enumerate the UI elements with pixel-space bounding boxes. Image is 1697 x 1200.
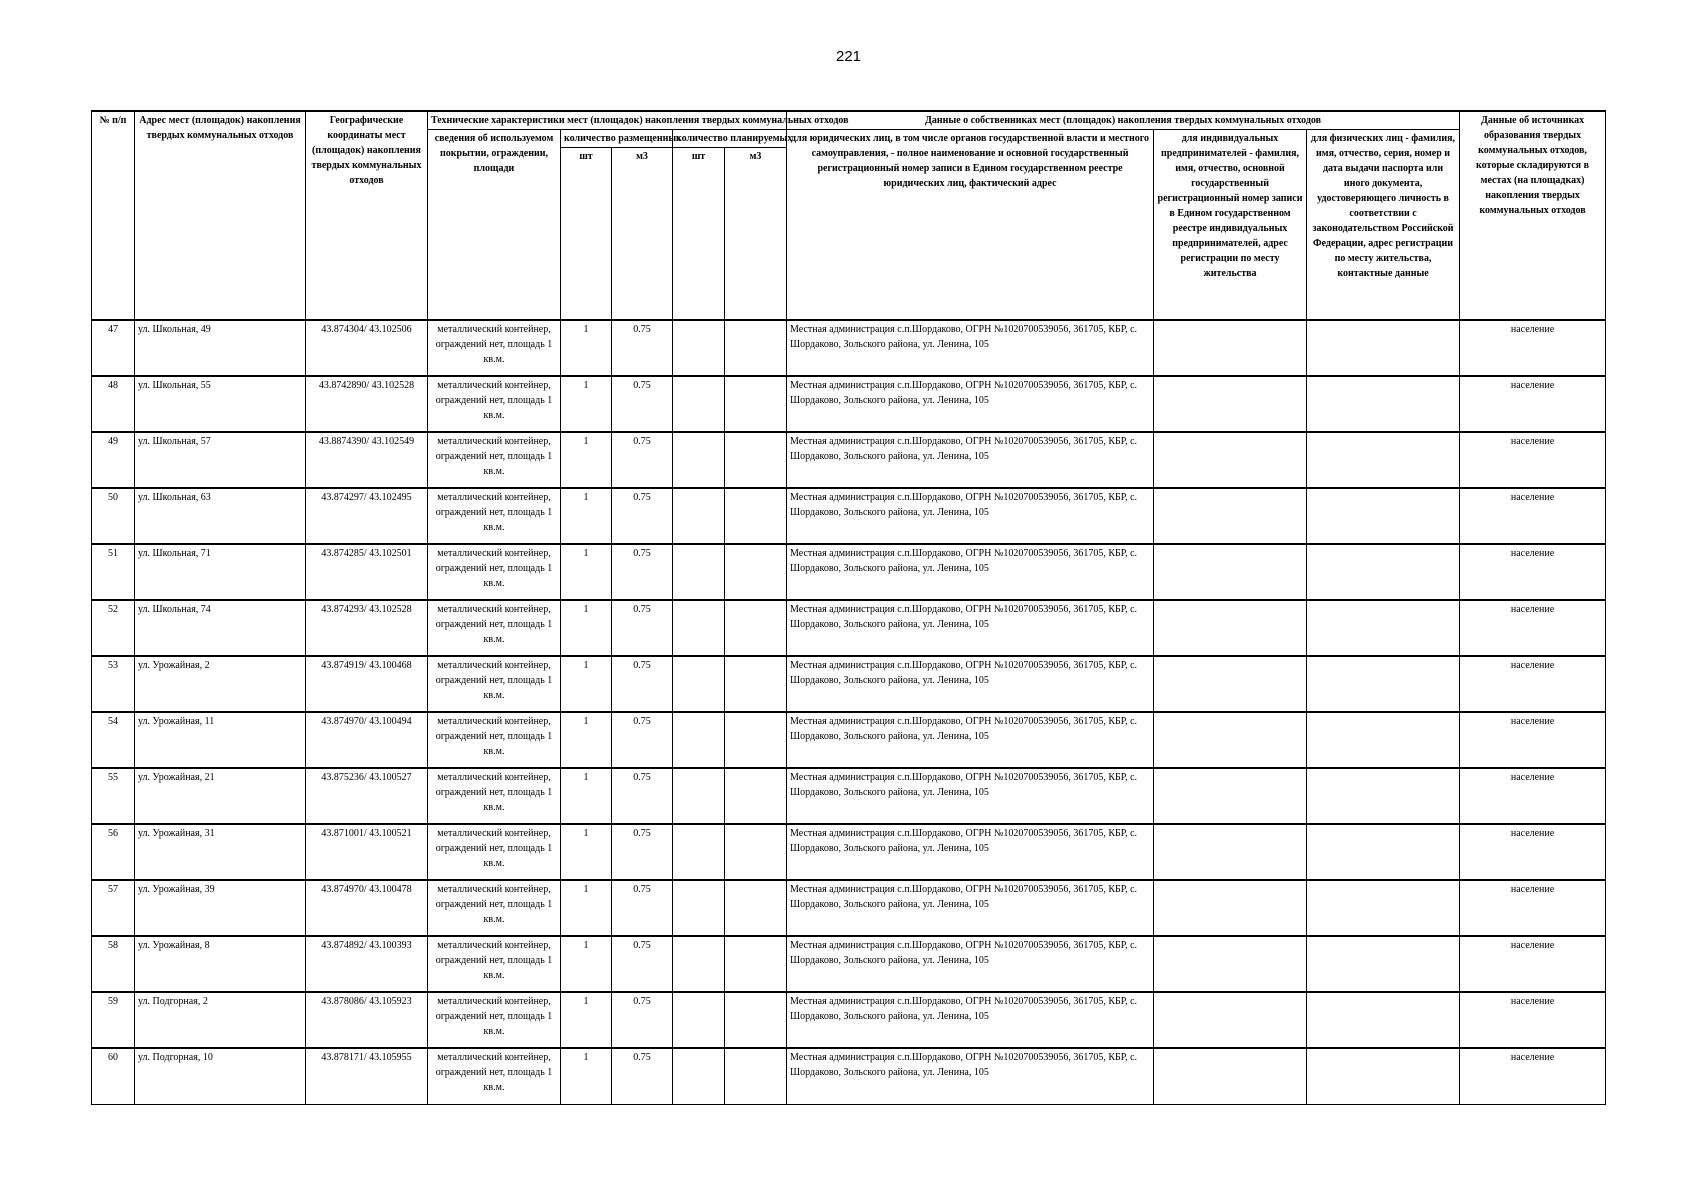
owner-individual-entrepreneur (1154, 432, 1307, 488)
owner-individual-entrepreneur (1154, 936, 1307, 992)
containers-placed-count: 1 (561, 488, 612, 544)
waste-source: население (1460, 544, 1606, 600)
owner-legal-entity: Местная администрация с.п.Шордаково, ОГРН №1020700539056, 361705, КБР, с. Шордаково, Зольского района, ул. Ленина, 105 (787, 768, 1154, 824)
site-address: ул. Школьная, 63 (135, 488, 306, 544)
header-owners: Данные о собственниках мест (площадок) накопления твердых коммунальных отходов (787, 111, 1460, 130)
site-surface-info: металлический контейнер, ограждений нет, площадь 1 кв.м. (428, 376, 561, 432)
owner-physical-person (1307, 880, 1460, 936)
containers-planned-count (673, 544, 725, 600)
owner-individual-entrepreneur (1154, 824, 1307, 880)
table-row (92, 880, 1606, 936)
containers-planned-count (673, 656, 725, 712)
containers-placed-count: 1 (561, 936, 612, 992)
header-tech-info: сведения об используемом покрытии, ограждении, площади (428, 130, 561, 321)
owner-individual-entrepreneur (1154, 992, 1307, 1048)
table-header (92, 111, 1606, 320)
owner-individual-entrepreneur (1154, 488, 1307, 544)
containers-planned-volume (725, 880, 787, 936)
row-number: 52 (92, 600, 135, 656)
containers-planned-volume (725, 936, 787, 992)
header-owners-phys: для физических лиц - фамилия, имя, отчество, серия, номер и дата выдачи паспорта или иного документа, удостоверяющего личность в соответствии с законодательством Российской Федерации, адрес регистрации по месту жительства, контактные данные (1307, 130, 1460, 321)
site-coordinates: 43.871001/ 43.100521 (306, 824, 428, 880)
containers-planned-volume (725, 992, 787, 1048)
site-surface-info: металлический контейнер, ограждений нет, площадь 1 кв.м. (428, 1048, 561, 1104)
owner-physical-person (1307, 992, 1460, 1048)
containers-planned-volume (725, 1048, 787, 1104)
site-address: ул. Школьная, 74 (135, 600, 306, 656)
site-surface-info: металлический контейнер, ограждений нет, площадь 1 кв.м. (428, 880, 561, 936)
containers-planned-count (673, 712, 725, 768)
table-row (92, 936, 1606, 992)
owner-individual-entrepreneur (1154, 1048, 1307, 1104)
site-surface-info: металлический контейнер, ограждений нет, площадь 1 кв.м. (428, 712, 561, 768)
table-row (92, 768, 1606, 824)
waste-source: население (1460, 824, 1606, 880)
site-coordinates: 43.874970/ 43.100494 (306, 712, 428, 768)
containers-placed-count: 1 (561, 824, 612, 880)
containers-placed-count: 1 (561, 376, 612, 432)
site-surface-info: металлический контейнер, ограждений нет, площадь 1 кв.м. (428, 432, 561, 488)
containers-placed-volume: 0.75 (612, 768, 673, 824)
containers-placed-volume: 0.75 (612, 656, 673, 712)
owner-physical-person (1307, 824, 1460, 880)
owner-legal-entity: Местная администрация с.п.Шордаково, ОГРН №1020700539056, 361705, КБР, с. Шордаково, Зольского района, ул. Ленина, 105 (787, 656, 1154, 712)
site-address: ул. Школьная, 55 (135, 376, 306, 432)
owner-physical-person (1307, 768, 1460, 824)
owner-individual-entrepreneur (1154, 376, 1307, 432)
site-surface-info: металлический контейнер, ограждений нет, площадь 1 кв.м. (428, 768, 561, 824)
containers-placed-volume: 0.75 (612, 992, 673, 1048)
site-surface-info: металлический контейнер, ограждений нет, площадь 1 кв.м. (428, 488, 561, 544)
containers-placed-volume: 0.75 (612, 712, 673, 768)
owner-individual-entrepreneur (1154, 656, 1307, 712)
owner-individual-entrepreneur (1154, 600, 1307, 656)
owner-physical-person (1307, 600, 1460, 656)
site-coordinates: 43.8742890/ 43.102528 (306, 376, 428, 432)
owner-physical-person (1307, 376, 1460, 432)
containers-placed-count: 1 (561, 600, 612, 656)
containers-planned-volume (725, 712, 787, 768)
owner-physical-person (1307, 488, 1460, 544)
waste-source: население (1460, 768, 1606, 824)
waste-source: население (1460, 936, 1606, 992)
containers-placed-volume: 0.75 (612, 432, 673, 488)
owner-legal-entity: Местная администрация с.п.Шордаково, ОГРН №1020700539056, 361705, КБР, с. Шордаково, Зольского района, ул. Ленина, 105 (787, 544, 1154, 600)
row-number: 49 (92, 432, 135, 488)
containers-placed-volume: 0.75 (612, 320, 673, 376)
header-coords: Географические координаты мест (площадок) накопления твердых коммунальных отходов (306, 111, 428, 320)
table-row (92, 488, 1606, 544)
waste-source: население (1460, 488, 1606, 544)
containers-planned-volume (725, 432, 787, 488)
containers-planned-count (673, 992, 725, 1048)
table-body (92, 320, 1606, 1104)
site-coordinates: 43.874293/ 43.102528 (306, 600, 428, 656)
site-coordinates: 43.878171/ 43.105955 (306, 1048, 428, 1104)
site-surface-info: металлический контейнер, ограждений нет, площадь 1 кв.м. (428, 992, 561, 1048)
owner-legal-entity: Местная администрация с.п.Шордаково, ОГРН №1020700539056, 361705, КБР, с. Шордаково, Зольского района, ул. Ленина, 105 (787, 376, 1154, 432)
header-address: Адрес мест (площадок) накопления твердых коммунальных отходов (135, 111, 306, 320)
site-surface-info: металлический контейнер, ограждений нет, площадь 1 кв.м. (428, 544, 561, 600)
header-owners-legal: для юридических лиц, в том числе органов государственной власти и местного самоуправления, - полное наименование и основной государственный регистрационный номер записи в Едином государственном реестре юридических лиц, фактический адрес (787, 130, 1154, 321)
site-address: ул. Школьная, 57 (135, 432, 306, 488)
site-coordinates: 43.874892/ 43.100393 (306, 936, 428, 992)
containers-placed-volume: 0.75 (612, 488, 673, 544)
site-surface-info: металлический контейнер, ограждений нет, площадь 1 кв.м. (428, 824, 561, 880)
containers-placed-count: 1 (561, 544, 612, 600)
site-address: ул. Подгорная, 2 (135, 992, 306, 1048)
row-number: 55 (92, 768, 135, 824)
owner-individual-entrepreneur (1154, 712, 1307, 768)
waste-source: население (1460, 600, 1606, 656)
containers-planned-count (673, 936, 725, 992)
header-qty-placed: количество размещенных (561, 130, 673, 148)
table-row (92, 320, 1606, 376)
header-unit-m3: м3 (612, 148, 673, 321)
site-address: ул. Урожайная, 21 (135, 768, 306, 824)
row-number: 47 (92, 320, 135, 376)
containers-planned-volume (725, 488, 787, 544)
site-address: ул. Школьная, 71 (135, 544, 306, 600)
site-coordinates: 43.874297/ 43.102495 (306, 488, 428, 544)
row-number: 53 (92, 656, 135, 712)
row-number: 48 (92, 376, 135, 432)
owner-legal-entity: Местная администрация с.п.Шордаково, ОГРН №1020700539056, 361705, КБР, с. Шордаково, Зольского района, ул. Ленина, 105 (787, 1048, 1154, 1104)
owner-individual-entrepreneur (1154, 880, 1307, 936)
containers-planned-count (673, 1048, 725, 1104)
row-number: 56 (92, 824, 135, 880)
header-unit-pcs-planned: шт (673, 148, 725, 321)
owner-legal-entity: Местная администрация с.п.Шордаково, ОГРН №1020700539056, 361705, КБР, с. Шордаково, Зольского района, ул. Ленина, 105 (787, 936, 1154, 992)
row-number: 58 (92, 936, 135, 992)
containers-placed-count: 1 (561, 768, 612, 824)
site-coordinates: 43.874285/ 43.102501 (306, 544, 428, 600)
containers-planned-count (673, 824, 725, 880)
row-number: 50 (92, 488, 135, 544)
owner-legal-entity: Местная администрация с.п.Шордаково, ОГРН №1020700539056, 361705, КБР, с. Шордаково, Зольского района, ул. Ленина, 105 (787, 880, 1154, 936)
containers-planned-count (673, 880, 725, 936)
table-row (92, 712, 1606, 768)
site-address: ул. Урожайная, 31 (135, 824, 306, 880)
site-coordinates: 43.874919/ 43.100468 (306, 656, 428, 712)
containers-planned-count (673, 768, 725, 824)
owner-legal-entity: Местная администрация с.п.Шордаково, ОГРН №1020700539056, 361705, КБР, с. Шордаково, Зольского района, ул. Ленина, 105 (787, 992, 1154, 1048)
owner-legal-entity: Местная администрация с.п.Шордаково, ОГРН №1020700539056, 361705, КБР, с. Шордаково, Зольского района, ул. Ленина, 105 (787, 320, 1154, 376)
owner-physical-person (1307, 656, 1460, 712)
header-tech: Технические характеристики мест (площадок) накопления твердых коммунальных отходов (428, 111, 787, 130)
owner-legal-entity: Местная администрация с.п.Шордаково, ОГРН №1020700539056, 361705, КБР, с. Шордаково, Зольского района, ул. Ленина, 105 (787, 432, 1154, 488)
header-unit-m3-planned: м3 (725, 148, 787, 321)
site-address: ул. Подгорная, 10 (135, 1048, 306, 1104)
owner-legal-entity: Местная администрация с.п.Шордаково, ОГРН №1020700539056, 361705, КБР, с. Шордаково, Зольского района, ул. Ленина, 105 (787, 712, 1154, 768)
site-surface-info: металлический контейнер, ограждений нет, площадь 1 кв.м. (428, 656, 561, 712)
owner-physical-person (1307, 544, 1460, 600)
row-number: 60 (92, 1048, 135, 1104)
containers-planned-count (673, 376, 725, 432)
waste-source: население (1460, 320, 1606, 376)
owner-legal-entity: Местная администрация с.п.Шордаково, ОГРН №1020700539056, 361705, КБР, с. Шордаково, Зольского района, ул. Ленина, 105 (787, 600, 1154, 656)
row-number: 54 (92, 712, 135, 768)
site-surface-info: металлический контейнер, ограждений нет, площадь 1 кв.м. (428, 936, 561, 992)
waste-sites-table (91, 110, 1606, 1105)
waste-source: население (1460, 712, 1606, 768)
waste-source: население (1460, 992, 1606, 1048)
site-address: ул. Урожайная, 11 (135, 712, 306, 768)
site-address: ул. Урожайная, 2 (135, 656, 306, 712)
owner-legal-entity: Местная администрация с.п.Шордаково, ОГРН №1020700539056, 361705, КБР, с. Шордаково, Зольского района, ул. Ленина, 105 (787, 488, 1154, 544)
containers-planned-volume (725, 824, 787, 880)
containers-placed-count: 1 (561, 880, 612, 936)
owner-individual-entrepreneur (1154, 320, 1307, 376)
site-address: ул. Урожайная, 8 (135, 936, 306, 992)
table-row (92, 824, 1606, 880)
containers-placed-count: 1 (561, 656, 612, 712)
table-row (92, 656, 1606, 712)
containers-planned-volume (725, 768, 787, 824)
containers-placed-count: 1 (561, 320, 612, 376)
waste-source: население (1460, 880, 1606, 936)
owner-physical-person (1307, 320, 1460, 376)
waste-source: население (1460, 432, 1606, 488)
site-surface-info: металлический контейнер, ограждений нет, площадь 1 кв.м. (428, 600, 561, 656)
row-number: 59 (92, 992, 135, 1048)
site-coordinates: 43.874970/ 43.100478 (306, 880, 428, 936)
table-row (92, 1048, 1606, 1104)
site-address: ул. Школьная, 49 (135, 320, 306, 376)
header-owners-ip: для индивидуальных предпринимателей - фамилия, имя, отчество, основной государственный регистрационный номер записи в Едином государственном реестре индивидуальных предпринимателей, адрес регистрации по месту жительства (1154, 130, 1307, 321)
containers-placed-count: 1 (561, 712, 612, 768)
header-num: № п/п (92, 111, 135, 320)
table-row (92, 376, 1606, 432)
table-row (92, 992, 1606, 1048)
containers-planned-volume (725, 544, 787, 600)
waste-source: население (1460, 376, 1606, 432)
site-coordinates: 43.874304/ 43.102506 (306, 320, 428, 376)
containers-placed-count: 1 (561, 432, 612, 488)
containers-placed-volume: 0.75 (612, 1048, 673, 1104)
site-surface-info: металлический контейнер, ограждений нет, площадь 1 кв.м. (428, 320, 561, 376)
containers-placed-volume: 0.75 (612, 824, 673, 880)
waste-source: население (1460, 656, 1606, 712)
owner-physical-person (1307, 432, 1460, 488)
header-unit-pcs: шт (561, 148, 612, 321)
containers-planned-volume (725, 376, 787, 432)
table-row (92, 600, 1606, 656)
header-sources: Данные об источниках образования твердых коммунальных отходов, которые складируются в местах (на площадках) накопления твердых коммунальных отходов (1460, 111, 1606, 320)
row-number: 57 (92, 880, 135, 936)
page-number: 221 (835, 48, 862, 65)
owner-physical-person (1307, 936, 1460, 992)
containers-planned-volume (725, 656, 787, 712)
site-address: ул. Урожайная, 39 (135, 880, 306, 936)
containers-placed-volume: 0.75 (612, 880, 673, 936)
containers-placed-count: 1 (561, 992, 612, 1048)
owner-legal-entity: Местная администрация с.п.Шордаково, ОГРН №1020700539056, 361705, КБР, с. Шордаково, Зольского района, ул. Ленина, 105 (787, 824, 1154, 880)
containers-planned-count (673, 432, 725, 488)
table-row (92, 544, 1606, 600)
containers-placed-volume: 0.75 (612, 544, 673, 600)
containers-placed-volume: 0.75 (612, 936, 673, 992)
containers-placed-volume: 0.75 (612, 376, 673, 432)
containers-planned-count (673, 320, 725, 376)
owner-physical-person (1307, 1048, 1460, 1104)
row-number: 51 (92, 544, 135, 600)
containers-placed-volume: 0.75 (612, 600, 673, 656)
waste-source: население (1460, 1048, 1606, 1104)
containers-planned-count (673, 600, 725, 656)
containers-planned-volume (725, 320, 787, 376)
header-qty-planned: количество планируемых (673, 130, 787, 148)
containers-planned-count (673, 488, 725, 544)
containers-placed-count: 1 (561, 1048, 612, 1104)
owner-individual-entrepreneur (1154, 544, 1307, 600)
table-row (92, 432, 1606, 488)
site-coordinates: 43.875236/ 43.100527 (306, 768, 428, 824)
site-coordinates: 43.878086/ 43.105923 (306, 992, 428, 1048)
owner-individual-entrepreneur (1154, 768, 1307, 824)
site-coordinates: 43.8874390/ 43.102549 (306, 432, 428, 488)
containers-planned-volume (725, 600, 787, 656)
owner-physical-person (1307, 712, 1460, 768)
